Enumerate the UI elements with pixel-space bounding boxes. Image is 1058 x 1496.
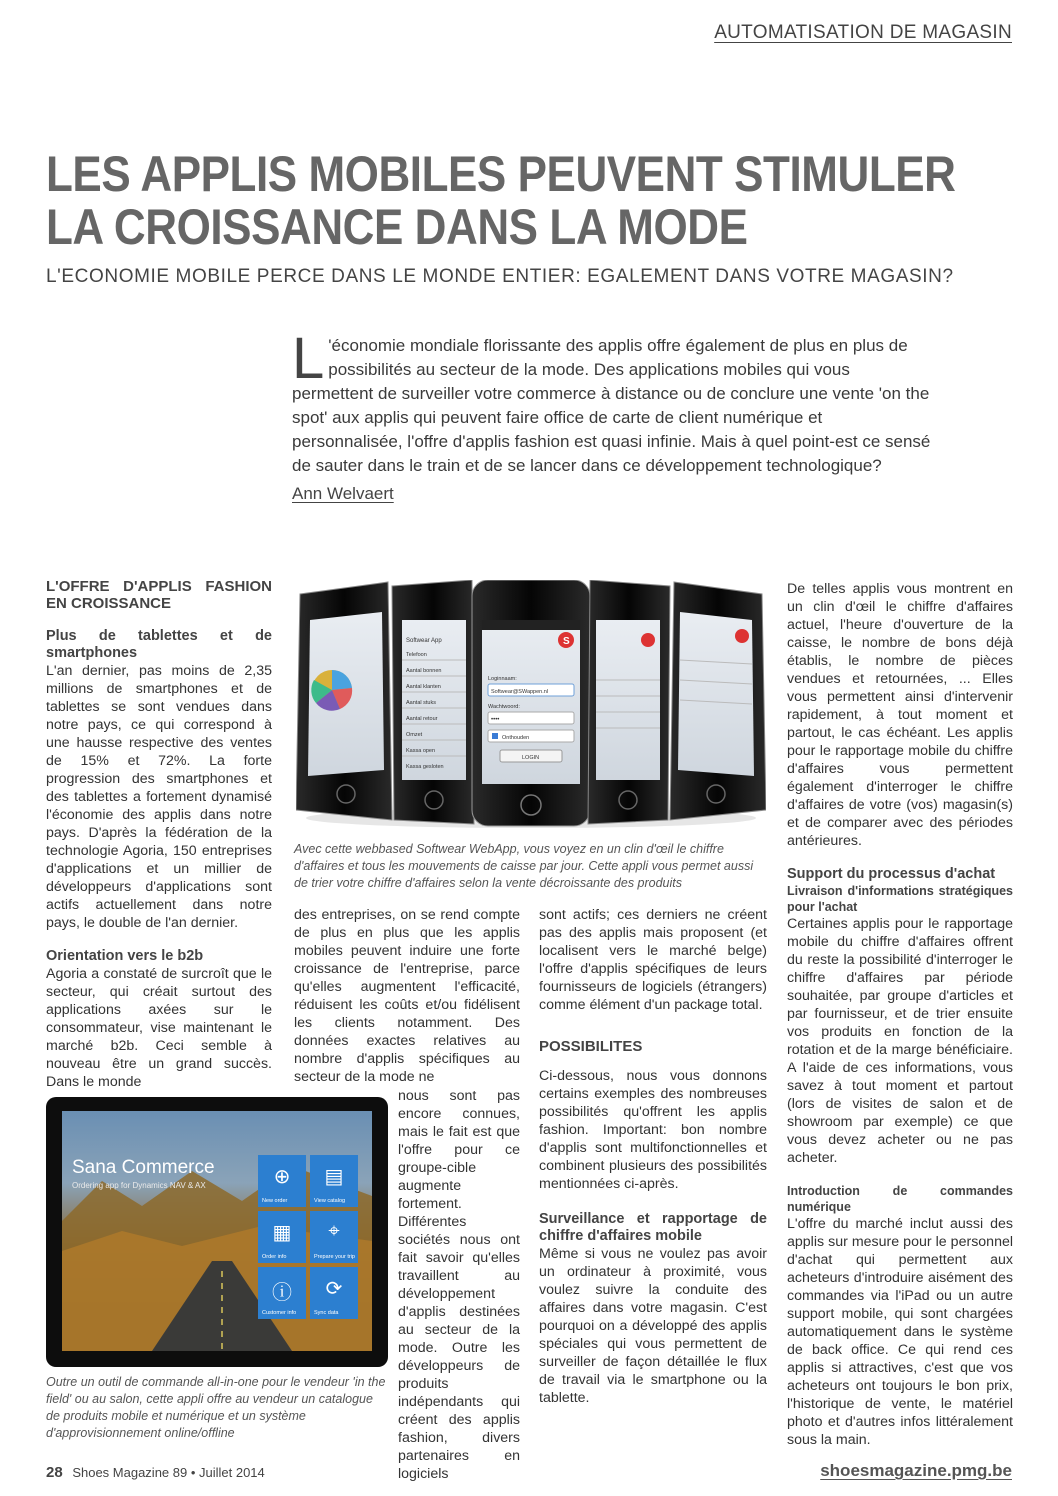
column-4 [787,580,1013,1449]
info-icon: ⓘ [272,1282,292,1304]
paragraph: L'offre du marché inclut aussi des applis sur mesure pour le personnel d'achat qui permettent aux acheteurs d'introduire aisément des commandes via l'iPad ou un autre support mobile, qui sont chargées automatiquement dans le système de back office. Ce qui rend ces applis si attractives, c'est que vos acheteurs ont toujours le bon prix, l'historique de vente, le matériel photo et d'autres infos littéralement sous la main. [787,1216,1013,1448]
remember-label: Onthouden [502,735,530,741]
issue-info: Shoes Magazine 89 • Juillet 2014 [72,1465,265,1480]
phone-left [392,580,474,824]
paragraph: L'an dernier, pas moins de 2,35 millions de smartphones et de tablettes se sont vendues dans notre pays, ce qui correspond à une hausse respective des ventes de 15% et 72%. La forte progression des smartphones et des tablettes a fortement dynamisé l'économie des applis dans notre pays. D'après la fédération de la technologie Agoria, 150 entreprises d'applications et un millier de développeurs d'applications sont actifs actuellement dans notre pays, le double de l'an dernier. [46,663,272,931]
tile-prepare-trip[interactable]: ⌖ Prepare your trip [310,1211,358,1263]
phone-menu-item: Aantal bonnen [406,668,442,674]
tablet-caption: Outre un outil de commande all-in-one pour le vendeur 'in the field' ou au salon, cette appli offre au vendeur un catalogue de produits mobile et numérique et un système d'approvisionnement online/offline [46,1375,386,1440]
section-heading-possibilites: POSSIBILITES [539,1038,643,1055]
tile-customer-info[interactable]: ⓘ Customer info [258,1267,306,1319]
paragraph: Même si vous ne voulez pas avoir un ordinateur à proximité, vous voulez suivre la conduite des affaires dans votre magasin. C'est pourquoi on a développé des applis spéciales qui vous permettent de surveiller de façon détaillée le flux de travail via le smartphone ou la tablette. [539,1246,767,1406]
article-title [46,148,996,254]
column-2-top [294,906,520,1086]
phone-far-right [670,582,766,820]
phones-photo [296,580,766,830]
title-line-2: LA CROISSANCE DANS LA MODE [46,199,748,255]
book-icon: ▤ [324,1166,344,1188]
tile-view-catalog[interactable]: ▤ View catalog [310,1155,358,1207]
tile-new-order[interactable]: ⊕ New order [258,1155,306,1207]
phone-menu-item: Aantal klanten [406,684,441,690]
paragraph: Certaines applis pour le rapportage mobile du chiffre d'affaires offrent du reste la possibilité d'interroger le chiffre d'affaires par période souhaitée, par groupe d'articles et par fournisseur, et de trier ensuite vos produits en fonction de la rotation et de la marge bénéficiaire. A l'aide de ces informations, vous savez à tout moment et partout (lors de visites de salon et de showroom par exemple) ce que vous devez acheter ou ne pas acheter. [787,916,1013,1166]
sync-icon: ⟳ [325,1278,343,1300]
subheading-surveillance: Surveillance et rapportage de chiffre d'affaires mobile [539,1211,767,1244]
map-pin-icon: ⌖ [328,1220,340,1242]
intro-text: 'économie mondiale florissante des applis offre également de plus en plus de possibilités au secteur de la mode. Des applications mobiles qui vous permettent de surveiller votre commerce à distance ou de conclure une vente 'on the spot' aux applis qui peuvent faire office de carte de client numérique et personnalisée, l'offre d'applis fashion est quasi infinie. Mais à quel point-est ce sensé de sauter dans le train et de se lancer dans ce développement technologique? [292,336,931,475]
section-tag: AUTOMATISATION DE MAGASIN [714,22,1012,43]
tile-order-info[interactable]: ▦ Order info [258,1211,306,1263]
section-heading-offre: L'OFFRE D'APPLIS FASHION EN CROISSANCE [46,578,272,612]
small-heading-livraison: Livraison d'informations stratégiques pour l'achat [787,884,1013,914]
phone-far-left [296,582,392,820]
small-heading-commandes: Introduction de commandes numérique [787,1184,1013,1214]
page-number: 28 [46,1464,63,1481]
login-button-label: LOGIN [522,755,540,761]
phone-app-name: Softwear App [406,638,442,644]
phone-right [588,580,670,824]
column-1 [46,578,272,1091]
column-3 [539,906,767,1407]
plus-icon: ⊕ [273,1166,291,1188]
phone-menu-item: Omzet [406,732,423,738]
subheading-b2b: Orientation vers le b2b [46,948,204,964]
column-2-bottom [398,1087,520,1483]
paragraph: sont actifs; ces derniers ne créent pas des applis mais proposent (et localisent vers le marché belge) l'offre d'applis spécifiques de leurs fournisseurs de logiciels (étrangers) comme élément d'un package total. [539,907,767,1013]
phone-menu-item: Aantal retour [406,716,438,722]
password-value: •••• [491,717,500,723]
phone-menu-item: Telefoon [406,652,427,658]
paragraph: nous sont pas encore connues, mais le fait est que l'offre pour ce groupe-cible augmente fortement. Différentes sociétés nous ont fait savoir qu'elles travaillent au développement d'applis destinées au secteur de la mode. Outre les développeurs de produits indépendants qui créent des applis fashion, divers partenaires en logiciels [398,1088,520,1482]
phone-menu-item: Kassa gesloten [406,764,444,770]
drop-cap: L [292,326,325,391]
tile-sync-data[interactable]: ⟳ Sync data [310,1267,358,1319]
tablet-app-subtitle: Ordering app for Dynamics NAV & AX [72,1181,206,1190]
subheading-support-achat: Support du processus d'achat [787,866,996,882]
title-line-1: LES APPLIS MOBILES PEUVENT STIMULER [46,146,956,202]
subheading-tablettes: Plus de tablettes et de smartphones [46,628,272,661]
password-label: Wachtwoord: [488,704,520,710]
author-link[interactable]: Ann Welvaert [292,484,394,503]
phone-center [472,580,590,826]
paragraph: Agoria a constaté de surcroît que le secteur, qui créait surtout des applications axées sur le consommateur, vise maintenant le marché b2b. Ceci semble à nouveau être un grand succès. Dans le monde [46,966,272,1090]
clipboard-icon: ▦ [272,1222,292,1244]
login-value: Softwear@SWappen.nl [491,689,549,695]
intro-paragraph [292,326,932,478]
tablet-app-title: Sana Commerce [72,1157,215,1178]
tablet-photo [46,1097,388,1367]
phones-caption: Avec cette webbased Softwear WebApp, vous voyez en un clin d'œil le chiffre d'affaires et tous les mouvements de caisse par jour. Cette appli vous permet aussi de trier votre chiffre d'affaires selon la vente décroissante des produits [294,842,754,890]
paragraph: De telles applis vous montrent en un clin d'œil le chiffre d'affaires actuel, l'heure d'ouverture de la caisse, le nombre de bons déjà établis, le nombre de pièces vendues et retournées, ... Elles vous permettent ainsi d'intervenir rapidement, à tout moment et partout, le cas échéant. Les applis pour le rapportage mobile du chiffre d'affaires vous permettent également d'interroger le chiffre d'affaires de votre (vos) magasin(s) et de comparer avec des périodes antérieures. [787,581,1013,849]
smartphones-illustration [296,580,766,830]
paragraph: des entreprises, on se rend compte de plus en plus que les applis mobiles peuvent induire une forte croissance de l'entreprise, parce qu'elles augmentent l'efficacité, réduisent les coûts et/ou fidélisent les clients notamment. Des données exactes relatives au nombre d'applis spécifiques au secteur de la mode ne [294,907,520,1085]
footer-left [46,1464,265,1481]
paragraph: Ci-dessous, nous vous donnons certains exemples des nombreuses possibilités qu'offrent les applis fashion. Important: bon nombre d'applis sont multifonctionnelles et combinent plusieurs des possibilités mentionnées ci-après. [539,1068,767,1192]
login-label: Loginnaam: [488,676,517,682]
tablet-screen [62,1111,372,1351]
website-link[interactable]: shoesmagazine.pmg.be [820,1461,1012,1480]
phone-menu-item: Kassa open [406,748,436,754]
article-subtitle: L'ECONOMIE MOBILE PERCE DANS LE MONDE ENTIER: EGALEMENT DANS VOTRE MAGASIN? [46,266,954,287]
phone-menu-item: Aantal stuks [406,700,436,706]
svg-text:S: S [563,636,570,647]
